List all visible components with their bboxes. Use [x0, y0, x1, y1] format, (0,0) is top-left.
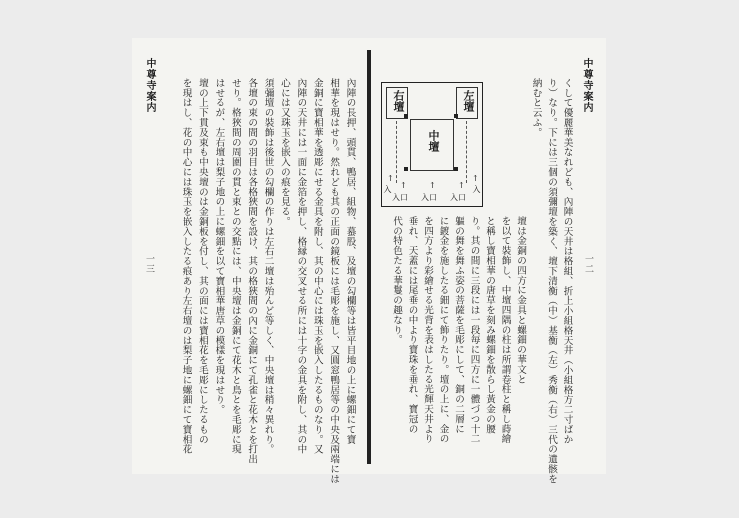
text-column: 心には又珠玉を嵌入の痕を見る。: [278, 78, 290, 227]
text-column: 相華を現はせり。然れども其の正面の鏡板には毛彫を施し、又圓窓鴨居等の中央及兩端には: [328, 78, 340, 484]
text-column: 內陣の天井には一面に金箔を押し、格縁の交叉せる所には十字の金具を附し、其の中: [295, 78, 307, 455]
arrow-icon: ↑: [387, 174, 394, 183]
text-column: 內陣の長押、頭貫、鴨居、組物、蟇股、及壇の勾欄等は皆平目地の上に螺鈿にて寶: [344, 78, 356, 445]
text-column: と稱し寶相華の唐草を刻み螺鈿を散らし黃金の腰: [484, 216, 496, 434]
text-column: り）なり。下には三個の須彌壇を築く、壇下清衡（中）基衡（左）秀衡（右）三代の遺骸を: [546, 78, 558, 484]
arrow-icon: ↑: [429, 181, 436, 190]
text-column: り。其の間に三段には一段毎に四方に一體づつ十二: [468, 216, 480, 444]
text-column: 垂れ、天蓋には尾垂の中より寶珠を垂れ、寶冠の: [406, 216, 418, 434]
text-column: くして優麗華美なれども、內陣の天井は格組、折上小組格天井（小組格方二寸ばか: [561, 78, 573, 445]
left-page-number: 一三: [144, 254, 154, 274]
entrance-label: 入口: [421, 193, 437, 202]
center-altar-label: 中壇: [427, 130, 440, 152]
text-column: 納むと云ふ。: [530, 78, 542, 138]
text-column: を現はし、花の中心には珠玉を嵌入したる痕あり左右壇のは梨子地に螺鈿にて寶相花: [180, 78, 192, 455]
text-column: に鍍金を施したる鈿にて飾りたり。壇の上に、金の: [437, 216, 449, 444]
altar-layout-figure: [381, 82, 483, 207]
text-column: 各壇の束の間の羽目は各格狹間を設け、其の格狹間の內に金銅にて孔雀と花木とを打出: [246, 78, 258, 465]
book-spread: [132, 38, 606, 484]
left-page: [132, 38, 368, 484]
text-column: せり。格狹間の周圍の貫と束との交點には、中央壇は金銅にて花木と鳥とを毛彫に現: [229, 78, 241, 455]
side-entry-left: 入: [383, 185, 392, 194]
pillar-marker: [404, 167, 408, 171]
dashed-guide-line: [396, 121, 397, 183]
text-column: 軀の舞を舞ふ姿の菩薩を毛彫にして、銅の二層に: [453, 216, 465, 434]
right-altar-label: 右壇: [392, 90, 405, 112]
text-column: 代の特色たる華鬘の趣なり。: [391, 216, 403, 345]
text-column: を以て裝飾し、中壇四隅の柱は所謂卷柱と稱し蒔繪: [499, 216, 511, 444]
pillar-marker: [404, 114, 408, 118]
right-page: [370, 38, 606, 484]
entrance-label: 入口: [392, 193, 408, 202]
entrance-label: 入口: [450, 193, 466, 202]
left-altar-label: 左壇: [462, 90, 475, 112]
pillar-marker: [454, 167, 458, 171]
right-running-head: 中尊寺案内: [581, 58, 592, 113]
text-column: を四方より彩繪せる光背を表はしたる光輝天井より: [422, 216, 434, 444]
text-column: 金銅に寶相華を透彫にせる金具を附し、其の中心には珠玉を嵌入したるものなり。又: [311, 78, 323, 455]
text-column: 壇の上下貫及束も中央壇のは金銅板を付し、其の面には寶相花を毛彫にしたるもの: [196, 78, 208, 445]
pillar-marker: [454, 114, 458, 118]
arrow-icon: ↑: [400, 181, 407, 190]
text-column: 須彌壇の裝飾は後世の勾欄の作りは左右二壇は殆んど等しく、中央壇は稍々異れり。: [262, 78, 274, 455]
arrow-icon: ↑: [458, 181, 465, 190]
dashed-guide-line: [466, 121, 467, 183]
left-running-head: 中尊寺案内: [144, 58, 155, 113]
side-entry-right: 入: [472, 185, 481, 194]
text-column: 壇は金銅の四方に金具と螺鈿の華文と: [515, 216, 527, 385]
right-page-number: 一二: [583, 254, 593, 274]
text-column: はせるが、左右壇は梨子地の上に螺鈿を以て寶相華唐草の模樣を現はせり。: [213, 78, 225, 415]
arrow-icon: ↑: [472, 174, 479, 183]
